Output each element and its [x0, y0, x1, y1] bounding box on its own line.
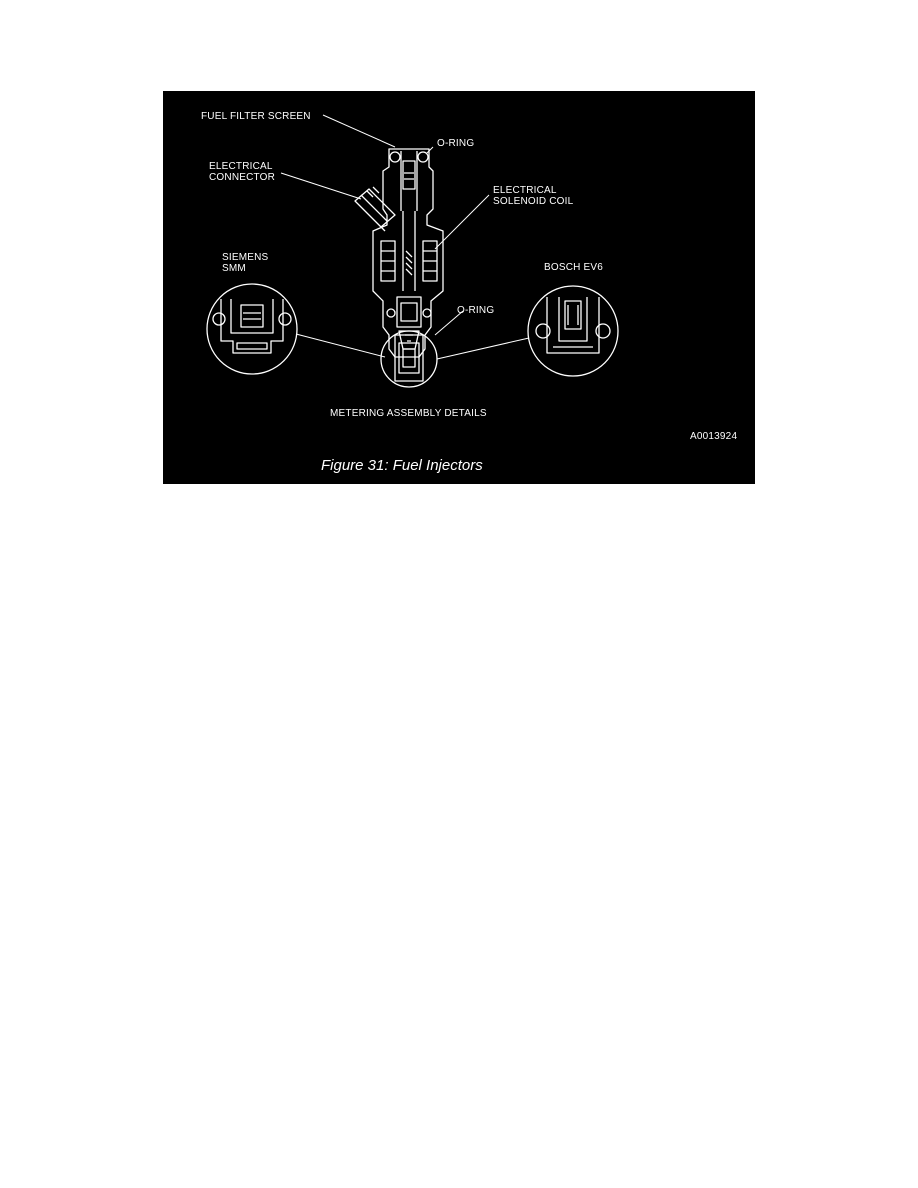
- bosch-detail-circle: [528, 286, 618, 376]
- fuel-injector-drawing: [163, 91, 755, 484]
- injector-body: [373, 149, 443, 357]
- leader-lines: [281, 115, 529, 359]
- label-fuel-filter-screen: FUEL FILTER SCREEN: [201, 111, 311, 122]
- electrical-connector: [355, 187, 395, 231]
- label-o-ring-top: O-RING: [437, 138, 475, 149]
- label-bosch-ev6: BOSCH EV6: [544, 262, 604, 273]
- label-metering-assembly-details: METERING ASSEMBLY DETAILS: [330, 408, 487, 419]
- label-electrical-solenoid-coil: ELECTRICAL SOLENOID COIL: [493, 185, 574, 207]
- label-electrical-connector: ELECTRICAL CONNECTOR: [209, 161, 276, 183]
- fuel-injector-figure: [163, 91, 755, 484]
- siemens-detail-circle: [207, 284, 297, 374]
- figure-id: A0013924: [690, 431, 738, 442]
- figure-caption: Figure 31: Fuel Injectors: [321, 457, 483, 474]
- metering-detail-circle: [381, 331, 437, 387]
- label-siemens-smm: SIEMENS SMM: [222, 252, 269, 274]
- label-o-ring-bottom: O-RING: [457, 305, 495, 316]
